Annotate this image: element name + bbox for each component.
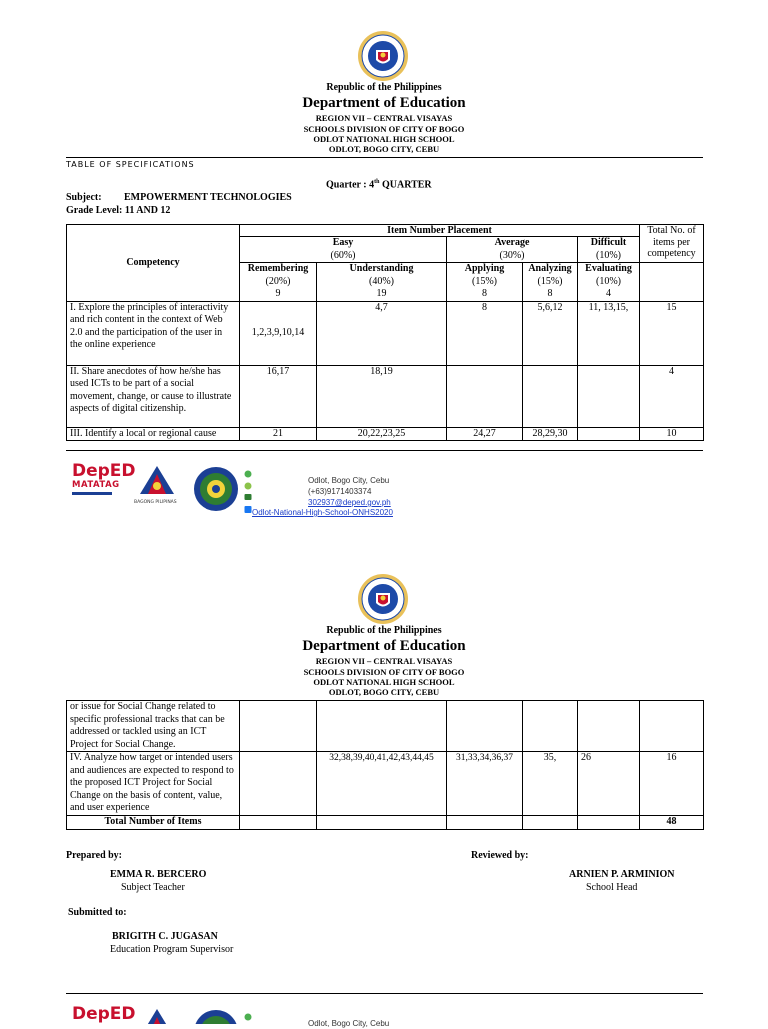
total-blank [240,816,317,830]
footer-divider [66,450,703,451]
bagong-pilipinas-logo [136,1003,178,1024]
applying-cell: 8 [447,301,523,365]
remembering-cell: 1,2,3,9,10,14 [240,301,317,365]
reviewed-by-label: Reviewed by: [471,850,529,861]
table-row [67,752,704,816]
quarter-line: Quarter : 4th QUARTER [326,179,432,191]
total-blank [578,816,640,830]
understanding-cell [317,701,447,752]
level-evaluating: Evaluating (10%) 4 [578,263,640,302]
specifications-table [66,224,704,441]
level-analyzing: Analyzing (15%) 8 [523,263,578,302]
evaluating-cell: 11, 13,15, [578,301,640,365]
evaluating-cell [578,701,640,752]
table-row [67,427,704,441]
reviewed-by-name: ARNIEN P. ARMINION [569,869,675,880]
address-label: ODLOT, BOGO CITY, CEBU [328,687,440,697]
subject-label: Subject: [66,192,102,203]
total-label: Total Number of Items [67,816,240,830]
applying-cell [447,365,523,427]
level-applying: Applying (15%) 8 [447,263,523,302]
footer-address: Odlot, Bogo City, Cebu [308,476,390,485]
easy-header: Easy (60%) [240,237,447,263]
difficult-header: Difficult (10%) [578,237,640,263]
submitted-to-title: Education Program Supervisor [110,944,234,955]
total-blank [447,816,523,830]
total-blank [523,816,578,830]
average-header: Average (30%) [447,237,578,263]
deped-seal-icon [357,30,409,82]
applying-cell: 24,27 [447,427,523,441]
evaluating-cell: 26 [578,752,640,816]
bagong-pilipinas-logo [136,460,178,500]
footer-address: Odlot, Bogo City, Cebu [308,1019,390,1028]
total-cell [640,701,704,752]
school-label: ODLOT NATIONAL HIGH SCHOOL [313,134,455,144]
republic-label: Republic of the Philippines [326,82,442,93]
deped-seal-icon [357,573,409,625]
table-row [67,701,704,752]
footer-facebook-link[interactable]: Odlot-National-High-School-ONHS2020 [252,508,393,517]
submitted-to-label: Submitted to: [68,907,127,918]
remembering-cell [240,752,317,816]
department-title: Department of Education [302,95,466,111]
reviewed-by-title: School Head [586,882,638,893]
total-header-blank [640,263,704,302]
total-blank [317,816,447,830]
evaluating-cell [578,427,640,441]
bagong-pilipinas-label: BAGONG PILIPINAS [134,500,177,505]
subject-value: EMPOWERMENT TECHNOLOGIES [124,192,292,203]
understanding-cell: 4,7 [317,301,447,365]
remembering-cell [240,701,317,752]
school-label: ODLOT NATIONAL HIGH SCHOOL [313,677,455,687]
level-remembering: Remembering (20%) 9 [240,263,317,302]
prepared-by-name: EMMA R. BERCERO [110,869,207,880]
remembering-cell: 21 [240,427,317,441]
division-label: SCHOOLS DIVISION OF CITY OF BOGO [303,667,465,677]
prepared-by-label: Prepared by: [66,850,123,861]
total-cell: 16 [640,752,704,816]
submitted-to-name: BRIGITH C. JUGASAN [112,931,218,942]
competency-cell: III. Identify a local or regional cause [67,427,240,441]
applying-cell: 31,33,34,36,37 [447,752,523,816]
prepared-by-title: Subject Teacher [121,882,185,893]
deped-matatag-logo: DepED [72,1004,136,1024]
deped-matatag-logo: DepED MATATAG [72,462,124,495]
department-title: Department of Education [302,638,466,654]
competency-cell: II. Share anecdotes of how he/she has used ICTs to be part of a social movement, change, or cause to illustrate aspects of digital citizenship. [67,365,240,427]
school-seal-icon [193,1009,239,1024]
analyzing-cell [523,701,578,752]
total-cell: 10 [640,427,704,441]
address-label: ODLOT, BOGO CITY, CEBU [328,144,440,154]
specifications-table-continued [66,700,704,830]
division-label: SCHOOLS DIVISION OF CITY OF BOGO [303,124,465,134]
table-row [67,365,704,427]
school-seal-icon [193,466,239,512]
footer-email-link[interactable]: 302937@deped.gov.ph [308,498,391,507]
understanding-cell: 20,22,23,25 [317,427,447,441]
analyzing-cell: 28,29,30 [523,427,578,441]
evaluating-cell [578,365,640,427]
footer-phone: (+63)9171403374 [308,487,372,496]
competency-cell: or issue for Social Change related to specific professional tracks that can be addressed or tackled using an ICT Project for Social Change. [67,701,240,752]
analyzing-cell: 5,6,12 [523,301,578,365]
footer-divider [66,993,703,994]
analyzing-cell [523,365,578,427]
remembering-cell: 16,17 [240,365,317,427]
total-cell: 4 [640,365,704,427]
applying-cell [447,701,523,752]
region-label: REGION VII – CENTRAL VISAYAS [315,113,453,123]
total-cell: 15 [640,301,704,365]
table-row [67,301,704,365]
header-divider [66,157,703,158]
placement-header: Item Number Placement [240,225,640,237]
understanding-cell: 32,38,39,40,41,42,43,44,45 [317,752,447,816]
analyzing-cell: 35, [523,752,578,816]
understanding-cell: 18,19 [317,365,447,427]
region-label: REGION VII – CENTRAL VISAYAS [315,656,453,666]
grade-level: Grade Level: 11 AND 12 [66,205,171,216]
competency-cell: I. Explore the principles of interactivity and rich content in the context of Web 2.0 and the participation of the user in the online experience [67,301,240,365]
republic-label: Republic of the Philippines [326,625,442,636]
total-header: Total No. of items per competency [640,225,704,263]
doc-title: TABLE OF SPECIFICATIONS [66,160,195,169]
level-understanding: Understanding (40%) 19 [317,263,447,302]
competency-header: Competency [67,225,240,302]
contact-icons [243,1012,253,1024]
competency-cell: IV. Analyze how target or intended users and audiences are expected to respond to the proposed ICT Project for Social Change on the basis of content, value, and user experience [67,752,240,816]
total-value: 48 [640,816,704,830]
total-row [67,816,704,830]
